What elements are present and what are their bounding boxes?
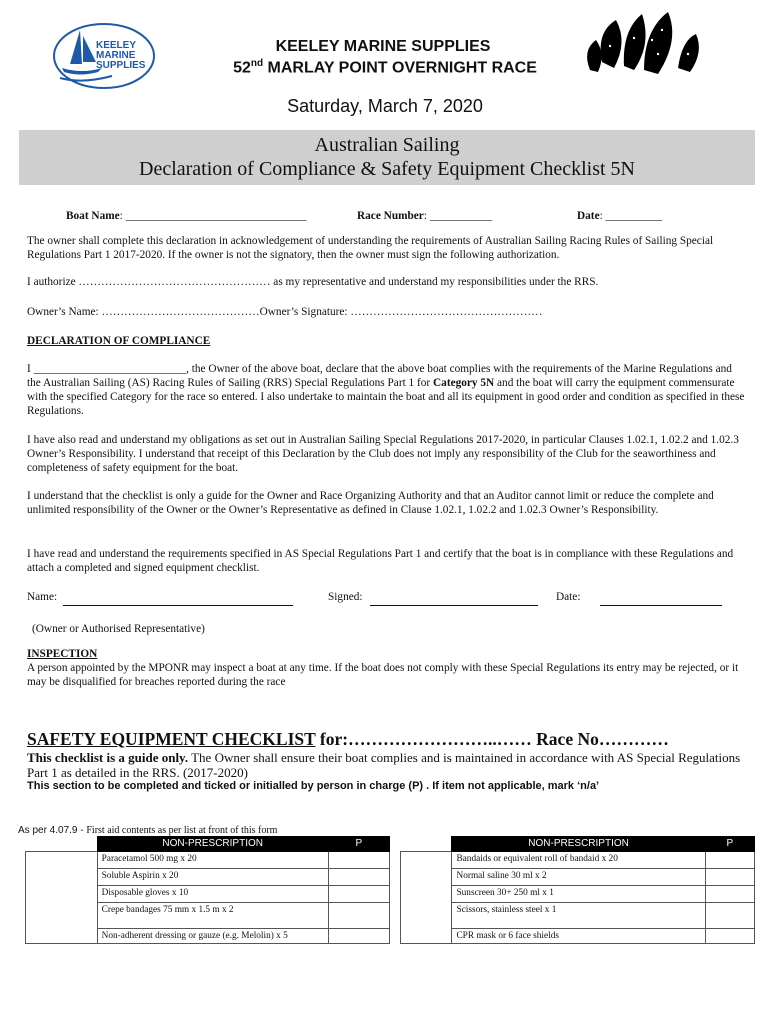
- checklist-instruction: This section to be completed and ticked or initialled by person in charge (P) . If item not applicable, mark ‘n/a’: [27, 780, 600, 792]
- checklist-guide-rest: The Owner shall ensure their boat complies and is maintained in accordance with AS Special Regulations Part 1 as detailed in the RRS. (2017-2020): [27, 750, 741, 780]
- right-blank-header: [401, 837, 452, 852]
- header-company: KEELEY MARINE SUPPLIES: [275, 38, 491, 55]
- checklist-title-underlined: SAFETY EQUIPMENT CHECKLIST: [27, 729, 316, 749]
- left-item-3: Disposable gloves x 10: [97, 886, 328, 903]
- race-number-field[interactable]: [357, 209, 492, 223]
- right-p-header: P: [705, 837, 754, 852]
- right-item-4: Scissors, stainless steel x 1: [452, 903, 705, 929]
- table-row: [401, 886, 755, 903]
- checklist-title-rest: for:……………………..…… Race No…………: [315, 729, 669, 749]
- owner-line: Owner’s Name: ……………………………………Owner’s Signature: ……………………………………………: [27, 306, 543, 318]
- logo-text-2: MARINE: [96, 50, 136, 61]
- inspection-text: A person appointed by the MPONR may inspect a boat at any time. If the boat does not comply with these Special Regulations its entry may be rejected, or it may be disqualified for breaches reported during the race: [27, 662, 739, 688]
- header-race: [0, 58, 770, 77]
- header-race-num: 52: [233, 59, 251, 77]
- right-p-cell-5[interactable]: [705, 929, 754, 944]
- declaration-paragraph-4: I have read and understand the requirements specified in AS Special Regulations Part 1 and certify that the boat is in compliance with these Regulations and attach a completed and signed equipment checklist.: [27, 548, 734, 574]
- left-p-cell-4[interactable]: [328, 903, 389, 929]
- checklist-guide-bold: This checklist is a guide only.: [27, 750, 189, 765]
- sig-note: (Owner or Authorised Representative): [32, 623, 205, 635]
- sig-date-line[interactable]: [600, 605, 722, 606]
- left-p-cell-5[interactable]: [328, 929, 389, 944]
- left-item-4: Crepe bandages 75 mm x 1.5 m x 2: [97, 903, 328, 929]
- left-item-5: Non-adherent dressing or gauze (e.g. Melolin) x 5: [97, 929, 328, 944]
- race-date: Saturday, March 7, 2020: [287, 96, 483, 116]
- sig-name-label: Name:: [27, 591, 58, 603]
- boat-name-label: Boat Name: [66, 210, 120, 222]
- declaration-p1-start: I ___________________________, the Owner of the above boat, declare that the above boat complies with the requirements of the Marine Regulations and the Australian Sailing (AS) Racing Rules of Sailing (RRS) Special Regulations Part 1 for: [27, 363, 732, 389]
- left-checkbox-column[interactable]: [26, 852, 98, 944]
- right-item-2: Normal saline 30 ml x 2: [452, 869, 705, 886]
- boat-name-blank: : ________________________________: [119, 210, 307, 222]
- authorize-line: I authorize …………………………………………… as my representative and understand my responsibilities under the RRS.: [27, 276, 599, 288]
- header-race-sup: nd: [250, 58, 264, 69]
- right-p-cell-2[interactable]: [705, 869, 754, 886]
- keeley-marine-logo: [52, 22, 156, 90]
- table-row: [401, 929, 755, 944]
- left-blank-header: [26, 837, 98, 852]
- table-row: [26, 852, 390, 869]
- race-number-blank: : ___________: [423, 210, 492, 222]
- category-5n: Category 5N: [433, 377, 495, 389]
- left-item-2: Soluble Aspirin x 20: [97, 869, 328, 886]
- date-label: Date: [577, 210, 600, 222]
- table-row: [401, 903, 755, 929]
- right-checkbox-column[interactable]: [401, 852, 452, 944]
- as-per-rest: First aid contents as per list at front of this form: [86, 825, 278, 836]
- table-row: [401, 852, 755, 869]
- sig-date-label: Date:: [556, 591, 581, 603]
- checklist-table-right: [400, 836, 755, 944]
- left-item-1: Paracetamol 500 mg x 20: [97, 852, 328, 869]
- left-p-cell-2[interactable]: [328, 869, 389, 886]
- right-item-5: CPR mask or 6 face shields: [452, 929, 705, 944]
- sig-name-line[interactable]: [63, 605, 293, 606]
- sig-signed-label: Signed:: [328, 591, 363, 603]
- logo-text-1: KEELEY: [96, 40, 137, 51]
- left-p-cell-3[interactable]: [328, 886, 389, 903]
- race-number-label: Race Number: [357, 210, 424, 222]
- declaration-p1-end: and the boat will carry the equipment commensurate with the specified Category for the race so entered. I also undertake to maintain the boat and all its equipment in good order and condition as specified in these Regulations.: [27, 377, 745, 417]
- left-p-header: P: [328, 837, 389, 852]
- checklist-guide: [27, 750, 747, 780]
- header-race-rest: MARLAY POINT OVERNIGHT RACE: [263, 59, 537, 77]
- document-title: [19, 130, 755, 185]
- logo-text-3: SUPPLIES: [96, 60, 146, 71]
- as-per-note: [18, 825, 277, 836]
- table-row: [401, 869, 755, 886]
- date-field[interactable]: [577, 209, 662, 223]
- right-item-3: Sunscreen 30+ 250 ml x 1: [452, 886, 705, 903]
- right-p-cell-4[interactable]: [705, 903, 754, 929]
- left-nonprescription-header: NON-PRESCRIPTION: [97, 837, 328, 852]
- declaration-paragraph-2: I have also read and understand my obligations as set out in Australian Sailing Special Regulations 2017-2020, in particular Clauses 1.02.1, 1.02.2 and 1.02.3 Owner’s Responsibility. I understand that receipt of this Declaration by the Club does not imply any responsibility of the Club for the seaworthiness and completeness of safety equipment for the boat.: [27, 434, 739, 474]
- as-per-prefix: As per 4.07.9 -: [18, 825, 87, 836]
- right-item-1: Bandaids or equivalent roll of bandaid x 20: [452, 852, 705, 869]
- right-p-cell-1[interactable]: [705, 852, 754, 869]
- checklist-table-left: [25, 836, 390, 944]
- declaration-paragraph-1: [27, 362, 747, 418]
- intro-paragraph: The owner shall complete this declaration in acknowledgement of understanding the requirements of Australian Sailing Racing Rules of Sailing Special Regulations Part 1 2017-2020. If the owner is not the signatory, then the owner must sign the following authorization.: [27, 235, 714, 261]
- left-p-cell-1[interactable]: [328, 852, 389, 869]
- sig-signed-line[interactable]: [370, 605, 538, 606]
- date-blank: : __________: [599, 210, 663, 222]
- title-line-1: Australian Sailing: [314, 134, 460, 156]
- declaration-heading: DECLARATION OF COMPLIANCE: [27, 335, 211, 347]
- right-nonprescription-header: NON-PRESCRIPTION: [452, 837, 705, 852]
- inspection-heading: INSPECTION: [27, 648, 98, 660]
- declaration-paragraph-3: I understand that the checklist is only a guide for the Owner and Race Organizing Authority and that an Auditor cannot limit or reduce the complete and unlimited responsibility of the Owner or the Owner’s Representative as defined in Clause 1.02.1, 1.02.2 and 1.02.3 Owner’s Responsibility.: [27, 490, 714, 516]
- right-p-cell-3[interactable]: [705, 886, 754, 903]
- boat-name-field[interactable]: [66, 209, 306, 223]
- checklist-title: [27, 729, 669, 750]
- title-line-2: Declaration of Compliance & Safety Equipment Checklist 5N: [139, 158, 635, 180]
